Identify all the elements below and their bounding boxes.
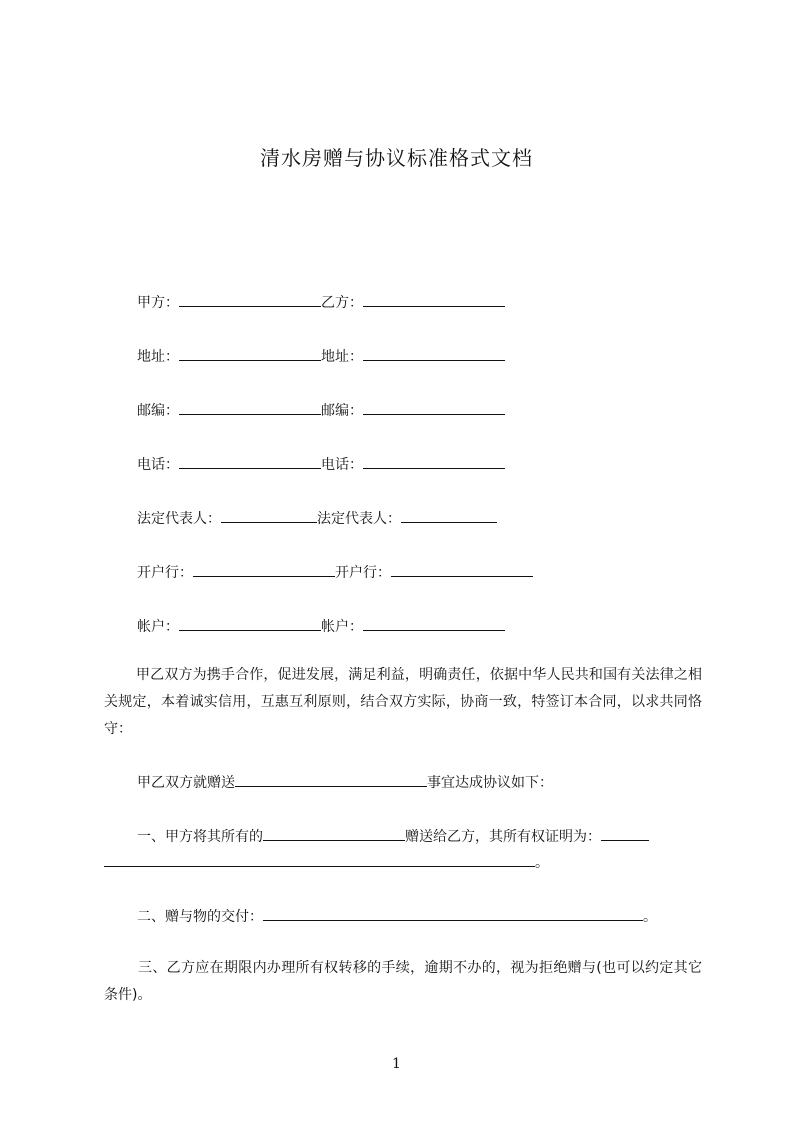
legal-rep-a-label: 法定代表人： — [137, 511, 221, 527]
legal-rep-b-label: 法定代表人： — [317, 511, 401, 527]
gift-item-blank — [235, 772, 427, 787]
phone-row — [137, 454, 505, 475]
party-a-label: 甲方： — [137, 295, 179, 311]
clause-1-prefix: 一、甲方将其所有的 — [137, 829, 263, 845]
account-b-label: 帐户： — [321, 619, 363, 635]
bank-row — [137, 562, 533, 583]
party-row — [137, 292, 505, 313]
address-b-label: 地址： — [321, 349, 363, 365]
clause-2-end: 。 — [643, 909, 657, 925]
bank-a-label: 开户行： — [137, 565, 193, 581]
address-a-label: 地址： — [137, 349, 179, 365]
document-title: 清水房赠与协议标准格式文档 — [260, 146, 533, 170]
postcode-a-label: 邮编： — [137, 403, 179, 419]
party-b-blank — [363, 292, 505, 307]
bank-b-blank — [391, 562, 533, 577]
account-a-blank — [179, 616, 321, 631]
clause-2 — [137, 906, 657, 927]
postcode-b-label: 邮编： — [321, 403, 363, 419]
party-a-blank — [179, 292, 321, 307]
agreement-intro — [137, 772, 553, 793]
clause-1-line-2 — [104, 852, 549, 873]
clause-2-blank — [263, 906, 643, 921]
clause-1-line-1 — [137, 826, 649, 847]
clause-1-proof-blank — [601, 826, 649, 841]
clause-1-end: 。 — [535, 855, 549, 871]
account-a-label: 帐户： — [137, 619, 179, 635]
account-row — [137, 616, 505, 637]
address-a-blank — [179, 346, 321, 361]
clause-2-prefix: 二、赠与物的交付： — [137, 909, 263, 925]
legal-rep-row — [137, 508, 497, 529]
postcode-b-blank — [363, 400, 505, 415]
phone-b-label: 电话： — [321, 457, 363, 473]
phone-a-blank — [179, 454, 321, 469]
postcode-row — [137, 400, 505, 421]
clause-1-proof-blank-cont — [104, 852, 535, 867]
agreement-intro-prefix: 甲乙双方就赠送 — [137, 775, 235, 791]
phone-a-label: 电话： — [137, 457, 179, 473]
party-b-label: 乙方： — [321, 295, 363, 311]
account-b-blank — [363, 616, 505, 631]
preamble-paragraph: 甲乙双方为携手合作，促进发展，满足利益，明确责任，依据中华人民共和国有关法律之相关规定，本着诚实信用，互惠互利原则，结合双方实际，协商一致，特签订本合同，以求共同恪守： — [104, 667, 702, 737]
bank-b-label: 开户行： — [335, 565, 391, 581]
page-number: 1 — [392, 1056, 401, 1072]
legal-rep-a-blank — [221, 508, 317, 523]
address-b-blank — [363, 346, 505, 361]
clause-1-item-blank — [263, 826, 405, 841]
address-row — [137, 346, 505, 367]
bank-a-blank — [193, 562, 335, 577]
clause-1-middle: 赠送给乙方，其所有权证明为： — [405, 829, 601, 845]
clause-3: 三、乙方应在期限内办理所有权转移的手续，逾期不办的，视为拒绝赠与(也可以约定其它条件)。 — [104, 960, 702, 1003]
postcode-a-blank — [179, 400, 321, 415]
legal-rep-b-blank — [401, 508, 497, 523]
agreement-intro-suffix: 事宜达成协议如下： — [427, 775, 553, 791]
phone-b-blank — [363, 454, 505, 469]
